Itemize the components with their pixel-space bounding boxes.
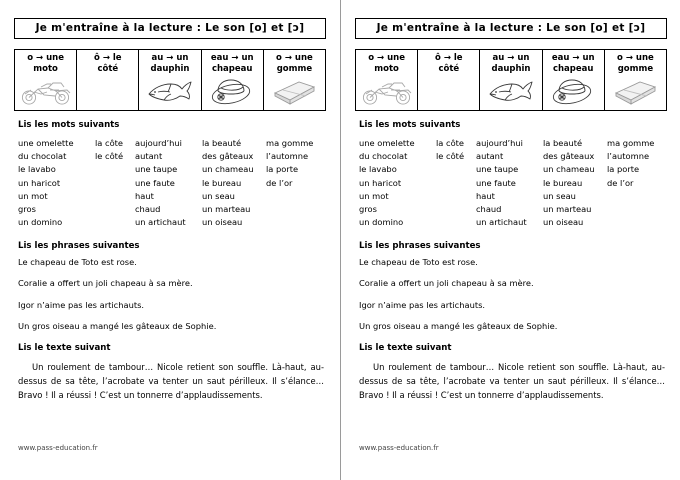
word-item: un domino — [18, 217, 63, 228]
word-item: du chocolat — [18, 151, 67, 162]
sound-label-line2: côté — [438, 63, 460, 74]
hat-icon — [543, 74, 604, 110]
sound-label-line1: o → une — [27, 53, 64, 64]
sound-label-line1: o → une — [276, 53, 313, 64]
word-item: une taupe — [476, 164, 519, 175]
panel-content — [14, 18, 326, 462]
sound-label-line1: eau → un — [210, 53, 254, 64]
sentence-item: Coralie a offert un joli chapeau à sa mère. — [359, 278, 534, 289]
word-item: ma gomme — [266, 138, 314, 149]
eraser-icon — [264, 74, 325, 110]
sound-label-line1: eau → un — [551, 53, 595, 64]
sound-label-line2: côté — [97, 63, 119, 74]
word-item: le lavabo — [18, 164, 56, 175]
word-item: gros — [359, 204, 377, 215]
word-item: un chameau — [202, 164, 254, 175]
reading-text-paragraph: Un roulement de tambour… Nicole retient son souffle. Là-haut, au-dessus de sa tête, l’acrobate va tenter un saut périlleux. Il s’élance… Bravo ! Il a réussi ! C’est un tonnerre d’applaudissements. — [359, 362, 665, 401]
motorcycle-icon — [15, 74, 76, 110]
word-column-1 — [18, 137, 74, 229]
word-item: la porte — [266, 164, 299, 175]
sentences-section-heading: Lis les phrases suivantes — [359, 241, 481, 252]
dolphin-icon — [139, 74, 200, 110]
worksheet-panel-right — [340, 0, 680, 480]
sentence-item: Un gros oiseau a mangé les gâteaux de Sophie. — [18, 320, 217, 331]
motorcycle-icon — [356, 74, 417, 110]
word-item: un oiseau — [543, 217, 584, 228]
word-item: un marteau — [202, 204, 251, 215]
word-item: un chameau — [543, 164, 595, 175]
word-item: une omelette — [18, 138, 74, 149]
word-item: de l’or — [607, 177, 634, 188]
sentence-item: Le chapeau de Toto est rose. — [359, 257, 478, 268]
sentence-item: Igor n’aime pas les artichauts. — [18, 299, 145, 310]
word-item: aujourd’hui — [476, 138, 523, 149]
sound-label-line2: dauphin — [150, 63, 190, 74]
word-item: un oiseau — [202, 217, 243, 228]
sound-label-line2: dauphin — [491, 63, 531, 74]
sound-cell-gomme — [605, 50, 666, 110]
sound-label-line1: au → un — [151, 53, 189, 64]
word-item: un haricot — [359, 177, 402, 188]
word-item: une taupe — [135, 164, 178, 175]
word-column-4 — [202, 137, 254, 229]
page-title: Je m'entraîne à la lecture : Le son [o] et [ɔ] — [376, 22, 646, 34]
sound-cell-cote — [418, 50, 480, 110]
words-section-heading: Lis les mots suivants — [359, 120, 461, 131]
words-section-heading: Lis les mots suivants — [18, 120, 120, 131]
word-column-3 — [476, 137, 527, 229]
word-item: le bureau — [202, 177, 242, 188]
word-item: la beauté — [202, 138, 242, 149]
worksheet-title-box — [14, 18, 326, 39]
word-item: un seau — [543, 190, 576, 201]
word-item: une faute — [135, 177, 175, 188]
word-item: un domino — [359, 217, 404, 228]
sentence-item: Coralie a offert un joli chapeau à sa mère. — [18, 278, 193, 289]
sentence-item: Igor n’aime pas les artichauts. — [359, 299, 486, 310]
word-item: un mot — [359, 190, 389, 201]
sound-cell-dauphin — [139, 50, 201, 110]
sentence-item: Le chapeau de Toto est rose. — [18, 257, 137, 268]
word-item: le côté — [436, 151, 465, 162]
sound-cell-gomme — [264, 50, 325, 110]
sound-label-line2: chapeau — [211, 63, 253, 74]
word-item: des gâteaux — [543, 151, 595, 162]
side-icon — [77, 74, 138, 110]
word-item: une faute — [476, 177, 516, 188]
sound-reference-table — [355, 49, 667, 111]
word-column-1 — [359, 137, 415, 229]
text-section-heading: Lis le texte suivant — [359, 343, 452, 354]
word-item: des gâteaux — [202, 151, 254, 162]
dolphin-icon — [480, 74, 541, 110]
sentences-section-heading: Lis les phrases suivantes — [18, 241, 140, 252]
word-item: le côté — [95, 151, 124, 162]
word-item: gros — [18, 204, 36, 215]
word-item: autant — [476, 151, 504, 162]
hat-icon — [202, 74, 263, 110]
sound-cell-chapeau — [543, 50, 605, 110]
sound-label-line2: moto — [33, 63, 58, 74]
sound-label-line2: moto — [374, 63, 399, 74]
word-item: le bureau — [543, 177, 583, 188]
word-column-3 — [135, 137, 186, 229]
sound-reference-table — [14, 49, 326, 111]
sound-label-line1: ô → le — [94, 53, 122, 64]
word-item: la côte — [95, 138, 124, 149]
sound-cell-dauphin — [480, 50, 542, 110]
word-column-2 — [95, 137, 123, 163]
footer-site-url: www.pass-education.fr — [359, 444, 439, 452]
word-item: un artichaut — [135, 217, 186, 228]
word-column-4 — [543, 137, 595, 229]
word-item: la porte — [607, 164, 640, 175]
word-item: le lavabo — [359, 164, 397, 175]
word-list-grid — [18, 137, 326, 241]
word-item: haut — [135, 190, 154, 201]
side-icon — [418, 74, 479, 110]
sound-label-line2: gomme — [617, 63, 654, 74]
word-item: un marteau — [543, 204, 592, 215]
word-list-grid — [359, 137, 667, 241]
word-column-5 — [266, 137, 313, 190]
word-item: autant — [135, 151, 163, 162]
word-item: haut — [476, 190, 495, 201]
sound-label-line1: au → un — [492, 53, 530, 64]
word-item: un haricot — [18, 177, 61, 188]
sound-label-line2: gomme — [276, 63, 313, 74]
word-item: la beauté — [543, 138, 583, 149]
word-item: une omelette — [359, 138, 415, 149]
word-item: un seau — [202, 190, 235, 201]
sound-label-line1: ô → le — [435, 53, 463, 64]
sound-label-line1: o → une — [617, 53, 654, 64]
sound-label-line2: chapeau — [552, 63, 594, 74]
panel-content — [355, 18, 667, 462]
sound-cell-moto — [15, 50, 77, 110]
sound-cell-moto — [356, 50, 418, 110]
word-item: un artichaut — [476, 217, 527, 228]
worksheet-title-box — [355, 18, 667, 39]
sound-cell-chapeau — [202, 50, 264, 110]
word-item: de l’or — [266, 177, 293, 188]
word-item: ma gomme — [607, 138, 655, 149]
sentence-list — [359, 258, 667, 330]
footer-site-url: www.pass-education.fr — [18, 444, 98, 452]
reading-text-paragraph: Un roulement de tambour… Nicole retient son souffle. Là-haut, au-dessus de sa tête, l’acrobate va tenter un saut périlleux. Il s’élance… Bravo ! Il a réussi ! C’est un tonnerre d’applaudissements. — [18, 362, 324, 401]
word-column-5 — [607, 137, 654, 190]
word-item: un mot — [18, 190, 48, 201]
sentence-list — [18, 258, 326, 330]
word-item: l’automne — [607, 151, 650, 162]
eraser-icon — [605, 74, 666, 110]
word-item: l’automne — [266, 151, 309, 162]
sound-cell-cote — [77, 50, 139, 110]
sound-label-line1: o → une — [368, 53, 405, 64]
word-item: la côte — [436, 138, 465, 149]
word-item: chaud — [135, 204, 161, 215]
text-section-heading: Lis le texte suivant — [18, 343, 111, 354]
page-title: Je m'entraîne à la lecture : Le son [o] et [ɔ] — [35, 22, 305, 34]
word-item: chaud — [476, 204, 502, 215]
word-item: du chocolat — [359, 151, 408, 162]
word-item: aujourd’hui — [135, 138, 182, 149]
word-column-2 — [436, 137, 464, 163]
sentence-item: Un gros oiseau a mangé les gâteaux de Sophie. — [359, 320, 558, 331]
